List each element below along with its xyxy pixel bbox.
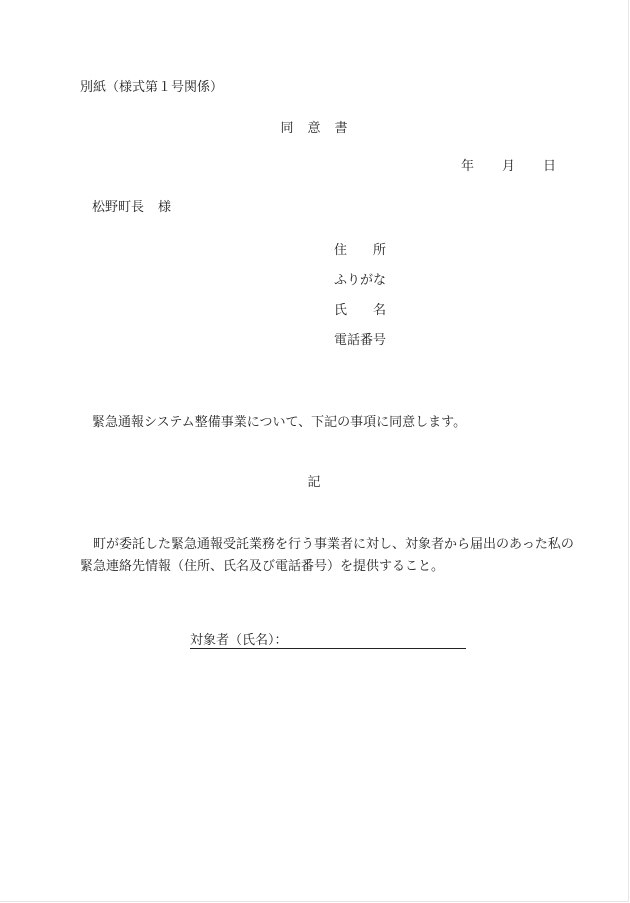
addressee-honorific: 様 <box>158 200 172 215</box>
field-label-phone: 電話番号 <box>334 333 387 348</box>
field-label-furigana: ふりがな <box>334 273 387 288</box>
consent-statement: 緊急通報システム整備事業について、下記の事項に同意します。 <box>92 415 467 430</box>
date-year-label: 年 <box>461 159 475 174</box>
addressee <box>92 199 171 217</box>
date-line <box>461 158 556 176</box>
attachment-label: 別紙（様式第１号関係） <box>80 80 224 95</box>
document-title: 同意書 <box>280 121 362 136</box>
target-person-underline <box>190 648 466 649</box>
date-month-label: 月 <box>502 159 516 174</box>
addressee-name: 松野町長 <box>92 200 145 215</box>
consent-body: 町が委託した緊急通報受託業務を行う事業者に対し、対象者から届出のあった私の緊急連絡先情報（住所、氏名及び電話番号）を提供すること。 <box>80 537 574 574</box>
ki-heading: 記 <box>307 475 321 490</box>
date-day-label: 日 <box>543 159 557 174</box>
target-person-label: 対象者（氏名）： <box>190 633 288 648</box>
field-label-address: 住所 <box>334 243 413 258</box>
field-label-name: 氏名 <box>334 303 413 318</box>
